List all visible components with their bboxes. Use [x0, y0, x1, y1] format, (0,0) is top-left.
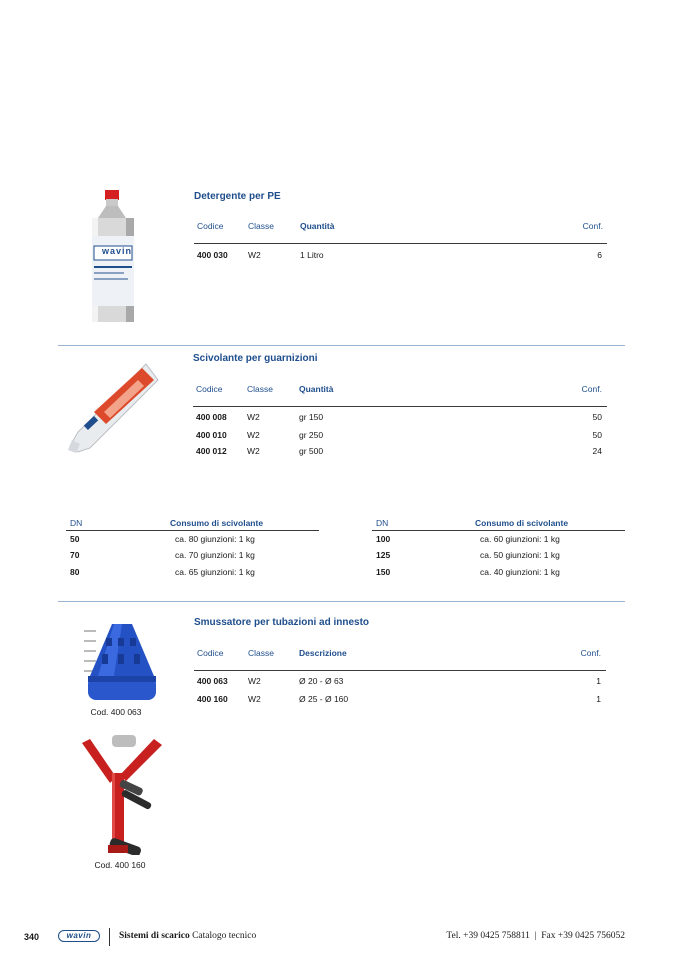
- dn-value: 100: [376, 534, 391, 544]
- consumo-value: ca. 70 giunzioni: 1 kg: [175, 550, 255, 560]
- dn-value: 70: [70, 550, 80, 560]
- chamfer-tool-crank-icon: [82, 733, 162, 855]
- section-title-smussatore: Smussatore per tubazioni ad innesto: [194, 617, 370, 628]
- catalog-title: [119, 931, 256, 941]
- section-title-scivolante: Scivolante per guarnizioni: [193, 353, 318, 364]
- table-rule: [194, 243, 607, 244]
- catalog-title-rest: Catalogo tecnico: [189, 931, 257, 941]
- header-codice: Codice: [196, 384, 223, 394]
- caption-400-160: Cod. 400 160: [94, 860, 146, 870]
- product-image-scivolante: [64, 362, 160, 454]
- header-consumo: Consumo di scivolante: [475, 518, 569, 528]
- header-classe: Classe: [247, 384, 273, 394]
- consumo-value: ca. 50 giunzioni: 1 kg: [480, 550, 560, 560]
- header-codice: Codice: [197, 648, 224, 658]
- footer-divider: [109, 928, 110, 946]
- table-rule: [372, 530, 625, 531]
- section-title-detergente: Detergente per PE: [194, 191, 281, 202]
- page-number: 340: [24, 932, 40, 942]
- logo-text: wavin: [66, 931, 92, 940]
- header-quantita: Quantità: [299, 384, 334, 394]
- table-rule: [66, 530, 319, 531]
- product-image-smussatore-160: [82, 733, 162, 855]
- chamfer-tool-cone-icon: [84, 622, 164, 704]
- consumo-value: ca. 40 giunzioni: 1 kg: [480, 567, 560, 577]
- dn-value: 150: [376, 567, 391, 577]
- header-dn: DN: [70, 518, 83, 528]
- caption-400-063: Cod. 400 063: [90, 707, 142, 717]
- header-conf: Conf.: [582, 221, 603, 231]
- header-quantita: Quantità: [300, 221, 335, 231]
- consumo-value: ca. 65 giunzioni: 1 kg: [175, 567, 255, 577]
- dn-value: 125: [376, 550, 391, 560]
- header-codice: Codice: [197, 221, 224, 231]
- header-conf: Conf.: [581, 384, 602, 394]
- catalog-title-bold: Sistemi di scarico: [119, 931, 190, 941]
- dn-value: 50: [70, 534, 80, 544]
- header-descrizione: Descrizione: [299, 648, 347, 658]
- header-dn: DN: [376, 518, 389, 528]
- header-classe: Classe: [248, 648, 274, 658]
- can-brand-label: wavin: [101, 246, 132, 256]
- header-classe: Classe: [248, 221, 274, 231]
- tube-icon: [64, 362, 160, 454]
- consumo-value: ca. 60 giunzioni: 1 kg: [480, 534, 560, 544]
- header-consumo: Consumo di scivolante: [170, 518, 264, 528]
- product-image-smussatore-063: [84, 622, 164, 704]
- table-rule: [194, 670, 606, 671]
- contact-info: Tel. +39 0425 758811 | Fax +39 0425 756052: [446, 931, 625, 941]
- header-conf: Conf.: [580, 648, 601, 658]
- consumo-value: ca. 80 giunzioni: 1 kg: [175, 534, 255, 544]
- section-divider: [58, 345, 625, 346]
- wavin-logo: [58, 930, 100, 942]
- detergent-can-icon: [88, 186, 138, 326]
- table-rule: [193, 406, 607, 407]
- section-divider: [58, 601, 625, 602]
- dn-value: 80: [70, 567, 80, 577]
- product-image-detergente: [88, 186, 138, 326]
